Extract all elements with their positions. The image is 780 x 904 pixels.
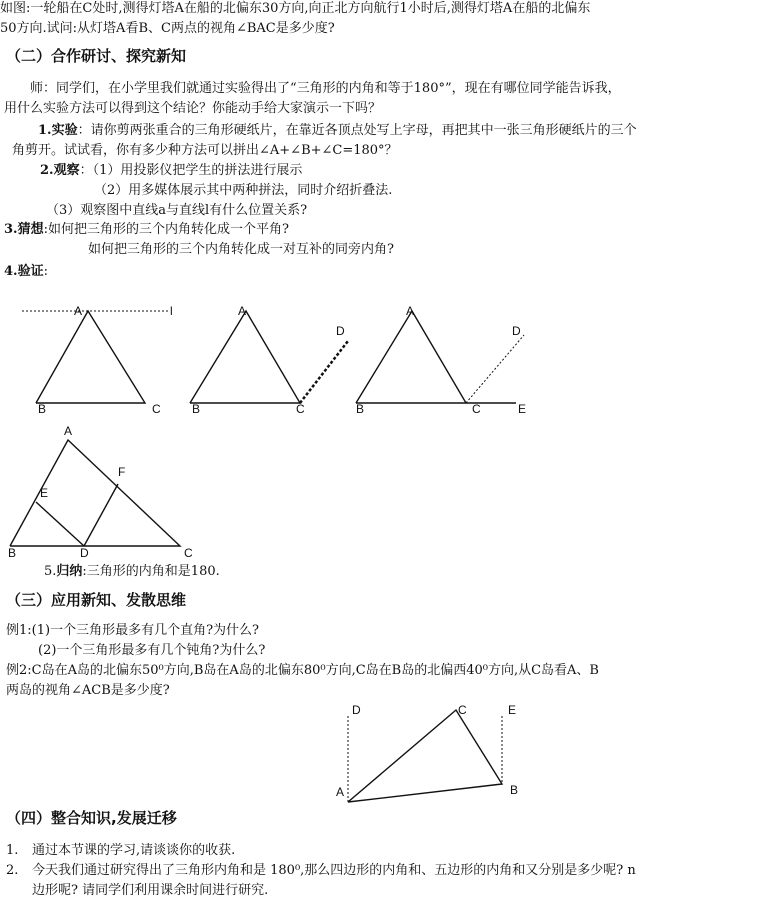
guess-text-2: 如何把三角形的三个内角转化成一对互补的同旁内角? — [88, 242, 394, 257]
summary-line — [44, 563, 220, 581]
fig5-label-d: D — [352, 703, 361, 717]
triangle-abc-2 — [190, 311, 300, 403]
figure-triangle-extended-base — [356, 304, 526, 416]
experiment-text-2: 角剪开。试试看，你有多少种方法可以拼出∠A+∠B+∠C=180°？ — [12, 143, 398, 158]
experiment-line-1 — [38, 122, 637, 140]
fig5-label-a: A — [336, 785, 345, 799]
summary-label: 归纳 — [56, 564, 83, 579]
fig4-label-a: A — [64, 424, 73, 438]
fig5-label-c: C — [458, 703, 467, 717]
fig3-label-e: E — [518, 402, 527, 416]
triangle-abc-3 — [356, 311, 466, 403]
conclusion-item-2-number: 2. — [6, 863, 19, 878]
teacher-line-1: 师：同学们，在小学里我们就通过实验得出了“三角形的内角和等于180°”，现在有哪位同学能告诉我， — [30, 81, 621, 96]
observe-text-1: ：（1）用投影仪把学生的拼法进行展示 — [79, 163, 303, 178]
fig4-label-e: E — [40, 486, 49, 500]
triangle-abc-1 — [36, 311, 145, 403]
guess-label: 3.猜想 — [4, 222, 44, 237]
example-1-line-1: 例1:(1)一个三角形最多有几个直角?为什么? — [6, 623, 260, 638]
conclusion-item-2-text: 今天我们通过研究得出了三角形内角和是 180⁰,那么四边形的内角和、五边形的内角和又分别是多少呢? n — [32, 863, 636, 878]
observe-line-1 — [40, 162, 302, 180]
guess-text-1: :如何把三角形的三个内角转化成一个平角? — [43, 222, 289, 237]
fig2-label-b: B — [192, 402, 201, 416]
fig4-label-d: D — [80, 546, 89, 560]
section-2-title: （二）合作研讨、探究新知 — [6, 47, 187, 65]
example-1-line-2: (2)一个三角形最多有几个钝角?为什么? — [38, 643, 266, 658]
figure-triangle-parallel-line — [22, 304, 173, 416]
intro-line-1: 如图:一轮船在C处时,测得灯塔A在船的北偏东30方向,向正北方向航行1小时后,测得灯塔A在船的北偏东 — [0, 1, 591, 16]
conclusion-item-1 — [6, 842, 235, 860]
verification-figures-row — [0, 295, 560, 425]
fig1-label-a: A — [74, 304, 83, 318]
verify-label: 4.验证 — [4, 264, 44, 279]
segment-df — [84, 484, 118, 546]
segment-ed — [36, 502, 84, 546]
conclusion-item-1-text: 通过本节课的学习,请谈谈你的收获. — [32, 843, 236, 858]
fig1-label-c: C — [152, 402, 161, 416]
example-2-line-1: 例2:C岛在A岛的北偏东50⁰方向,B岛在A岛的北偏东80⁰方向,C岛在B岛的北偏西40⁰方向,从C岛看A、B — [6, 663, 599, 678]
experiment-label: 1.实验 — [38, 123, 78, 138]
observe-text-3: （3）观察图中直线a与直线l有什么位置关系? — [46, 203, 308, 218]
fig3-label-d: D — [512, 324, 521, 338]
fig3-label-b: B — [356, 402, 365, 416]
conclusion-item-1-number: 1. — [6, 843, 19, 858]
fig5-label-b: B — [510, 783, 519, 797]
section-4-title: （四）整合知识,发展迁移 — [6, 809, 177, 827]
example-2-line-2: 两岛的视角∠ACB是多少度? — [6, 683, 170, 698]
experiment-text-1: ：请你剪两张重合的三角形硬纸片，在靠近各顶点处写上字母，再把其中一张三角形硬纸片的三个 — [77, 123, 637, 138]
triangle-abc-4 — [10, 440, 180, 546]
fig4-label-b: B — [8, 546, 17, 560]
fig2-label-d: D — [336, 324, 345, 338]
teacher-line-2: 用什么实验方法可以得到这个结论？你能动手给大家演示一下吗？ — [4, 101, 382, 116]
fig3-label-c: C — [472, 402, 481, 416]
segment-cd-dotted — [466, 335, 524, 403]
fig1-label-l: l — [170, 304, 173, 318]
section-3-title: （三）应用新知、发散思维 — [6, 591, 187, 609]
intro-line-2: 50方向.试问:从灯塔A看B、C两点的视角∠BAC是多少度? — [0, 21, 335, 36]
fig4-label-c: C — [184, 546, 193, 560]
fig4-label-f: F — [118, 465, 126, 479]
conclusion-item-2 — [6, 862, 636, 880]
summary-text: :三角形的内角和是180. — [82, 564, 220, 579]
figure-triangle-with-cd — [190, 304, 348, 416]
fig3-label-a: A — [406, 304, 415, 318]
fig5-label-e: E — [508, 703, 517, 717]
fig2-label-c: C — [296, 402, 305, 416]
verify-colon: : — [43, 264, 48, 279]
guess-line-1 — [4, 221, 289, 239]
observe-label: 2.观察 — [40, 163, 80, 178]
verify-line — [4, 263, 48, 281]
conclusion-item-2-cont: 边形呢? 请同学们利用课余时间进行研究. — [32, 883, 269, 898]
triangle-acb — [348, 710, 502, 802]
segment-cd — [300, 341, 348, 403]
fig1-label-b: B — [38, 402, 47, 416]
fig2-label-a: A — [238, 304, 247, 318]
observe-text-2: （2）用多媒体展示其中两种拼法，同时介绍折叠法. — [94, 183, 393, 198]
figure-folding-triangle — [0, 420, 200, 560]
summary-prefix: 5. — [44, 564, 57, 579]
figure-island-bearings — [330, 700, 530, 810]
